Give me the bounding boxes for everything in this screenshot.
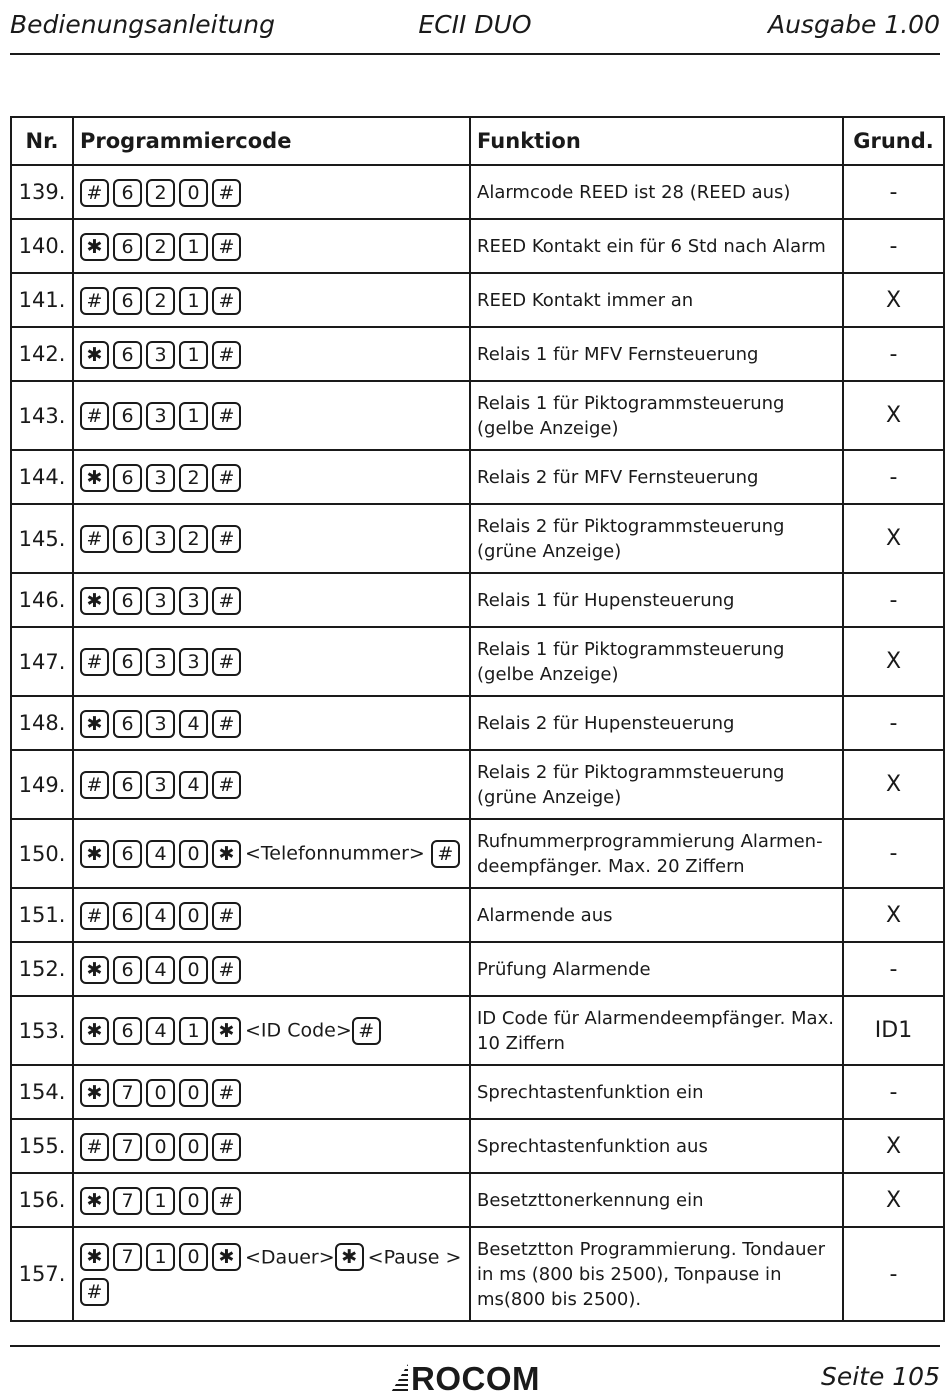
key-icon: 4	[179, 710, 208, 738]
row-number: 148.	[11, 696, 73, 750]
key-icon: 0	[179, 1079, 208, 1107]
key-icon: ✱	[212, 1017, 241, 1045]
key-icon: 0	[179, 902, 208, 930]
default-value: -	[843, 327, 944, 381]
key-icon: 6	[113, 464, 142, 492]
function-description: ID Code für Alarmendeempfänger. Max. 10 Ziffern	[470, 996, 843, 1065]
header-right: Ausgabe 1.00	[767, 10, 940, 39]
key-icon: 4	[146, 1017, 175, 1045]
key-icon: #	[212, 1079, 241, 1107]
key-icon: 0	[179, 840, 208, 868]
default-value: X	[843, 1173, 944, 1227]
programming-code	[73, 504, 470, 573]
function-description: Relais 1 für Hupensteuerung	[470, 573, 843, 627]
function-description: Besetzttonerkennung ein	[470, 1173, 843, 1227]
function-description: Relais 1 für Piktogrammsteuerung (gelbe Anzeige)	[470, 381, 843, 450]
key-icon: 3	[146, 587, 175, 615]
programming-code	[73, 1173, 470, 1227]
default-value: X	[843, 1119, 944, 1173]
key-icon: 3	[146, 771, 175, 799]
programming-code	[73, 1119, 470, 1173]
default-value: -	[843, 1227, 944, 1321]
default-value: X	[843, 750, 944, 819]
table-row	[11, 1119, 944, 1173]
function-description: REED Kontakt immer an	[470, 273, 843, 327]
table-row	[11, 1065, 944, 1119]
column-header-function: Funktion	[470, 117, 843, 165]
key-icon: 0	[179, 1243, 208, 1271]
key-icon: ✱	[80, 710, 109, 738]
key-icon: 3	[146, 710, 175, 738]
function-description: Besetztton Programmierung. Tondauer in ms (800 bis 2500), Tonpause in ms(800 bis 2500).	[470, 1227, 843, 1321]
header-divider	[10, 53, 940, 55]
row-number: 142.	[11, 327, 73, 381]
function-description: Relais 2 für MFV Fernsteuerung	[470, 450, 843, 504]
key-icon: ✱	[80, 233, 109, 261]
key-icon: 1	[179, 1017, 208, 1045]
function-description: Relais 1 für MFV Fernsteuerung	[470, 327, 843, 381]
key-icon: #	[212, 402, 241, 430]
default-value: -	[843, 165, 944, 219]
key-icon: #	[212, 179, 241, 207]
code-placeholder-text: <Pause >	[367, 1246, 462, 1269]
key-icon: #	[212, 587, 241, 615]
key-icon: #	[212, 648, 241, 676]
row-number: 139.	[11, 165, 73, 219]
key-icon: #	[80, 525, 109, 553]
key-icon: 6	[113, 956, 142, 984]
default-value: -	[843, 573, 944, 627]
function-description: Relais 1 für Piktogrammsteuerung (gelbe Anzeige)	[470, 627, 843, 696]
programming-code	[73, 327, 470, 381]
code-placeholder-text: <Dauer>	[245, 1246, 335, 1269]
key-icon: #	[212, 771, 241, 799]
function-description: Sprechtastenfunktion ein	[470, 1065, 843, 1119]
function-description: Prüfung Alarmende	[470, 942, 843, 996]
key-icon: #	[80, 648, 109, 676]
key-icon: 2	[146, 179, 175, 207]
key-icon: ✱	[212, 1243, 241, 1271]
function-description: Alarmcode REED ist 28 (REED aus)	[470, 165, 843, 219]
key-icon: 2	[146, 233, 175, 261]
programming-code	[73, 996, 470, 1065]
function-description: Sprechtastenfunktion aus	[470, 1119, 843, 1173]
key-icon: 6	[113, 179, 142, 207]
key-icon: 3	[146, 648, 175, 676]
row-number: 153.	[11, 996, 73, 1065]
page-number: Seite 105	[820, 1362, 940, 1391]
key-icon: #	[212, 341, 241, 369]
key-icon: ✱	[80, 840, 109, 868]
key-icon: 3	[146, 341, 175, 369]
key-icon: #	[212, 902, 241, 930]
key-icon: 3	[146, 525, 175, 553]
programming-code	[73, 450, 470, 504]
key-icon: 3	[179, 648, 208, 676]
logo-mark-icon	[390, 1364, 408, 1394]
key-icon: 2	[179, 464, 208, 492]
key-icon: ✱	[335, 1243, 364, 1271]
default-value: X	[843, 381, 944, 450]
table-row	[11, 165, 944, 219]
table-header-row	[11, 117, 944, 165]
table-row	[11, 1227, 944, 1321]
row-number: 156.	[11, 1173, 73, 1227]
key-icon: #	[212, 233, 241, 261]
programming-code	[73, 165, 470, 219]
key-icon: #	[212, 1133, 241, 1161]
key-icon: #	[431, 840, 460, 868]
key-icon: 6	[113, 840, 142, 868]
key-icon: #	[80, 771, 109, 799]
rocom-logo	[390, 1360, 540, 1398]
table-row	[11, 273, 944, 327]
default-value: -	[843, 1065, 944, 1119]
function-description: REED Kontakt ein für 6 Std nach Alarm	[470, 219, 843, 273]
table-row	[11, 1173, 944, 1227]
key-icon: #	[212, 525, 241, 553]
key-icon: 4	[146, 956, 175, 984]
key-icon: #	[212, 464, 241, 492]
key-icon: #	[212, 287, 241, 315]
key-icon: 3	[179, 587, 208, 615]
default-value: -	[843, 942, 944, 996]
function-description: Relais 2 für Piktogrammsteuerung (grüne Anzeige)	[470, 750, 843, 819]
header-center: ECII DUO	[418, 10, 532, 39]
programming-code	[73, 1227, 470, 1321]
programming-table	[10, 116, 945, 1322]
programming-code	[73, 381, 470, 450]
default-value: X	[843, 888, 944, 942]
key-icon: #	[80, 402, 109, 430]
key-icon: 0	[146, 1079, 175, 1107]
default-value: -	[843, 219, 944, 273]
key-icon: 6	[113, 771, 142, 799]
row-number: 155.	[11, 1119, 73, 1173]
row-number: 149.	[11, 750, 73, 819]
key-icon: 6	[113, 341, 142, 369]
table-row	[11, 450, 944, 504]
row-number: 140.	[11, 219, 73, 273]
key-icon: 6	[113, 233, 142, 261]
key-icon: #	[212, 710, 241, 738]
key-icon: 1	[146, 1243, 175, 1271]
table-body	[11, 165, 944, 1321]
row-number: 145.	[11, 504, 73, 573]
key-icon: #	[212, 956, 241, 984]
key-icon: #	[80, 179, 109, 207]
programming-code	[73, 696, 470, 750]
key-icon: ✱	[80, 956, 109, 984]
row-number: 157.	[11, 1227, 73, 1321]
key-icon: ✱	[80, 1187, 109, 1215]
key-icon: #	[212, 1187, 241, 1215]
key-icon: #	[80, 902, 109, 930]
row-number: 151.	[11, 888, 73, 942]
table-row	[11, 819, 944, 888]
programming-code	[73, 750, 470, 819]
column-header-default: Grund.	[843, 117, 944, 165]
key-icon: 6	[113, 648, 142, 676]
default-value: X	[843, 273, 944, 327]
key-icon: ✱	[80, 341, 109, 369]
code-placeholder-text: <Telefonnummer>	[245, 842, 431, 865]
default-value: -	[843, 696, 944, 750]
row-number: 143.	[11, 381, 73, 450]
column-header-code: Programmiercode	[73, 117, 470, 165]
function-description: Alarmende aus	[470, 888, 843, 942]
key-icon: 0	[179, 1187, 208, 1215]
key-icon: 2	[146, 287, 175, 315]
table-row	[11, 381, 944, 450]
key-icon: 7	[113, 1133, 142, 1161]
key-icon: 4	[179, 771, 208, 799]
key-icon: #	[80, 287, 109, 315]
programming-code	[73, 888, 470, 942]
row-number: 154.	[11, 1065, 73, 1119]
key-icon: 1	[179, 233, 208, 261]
key-icon: 0	[179, 179, 208, 207]
programming-code	[73, 573, 470, 627]
row-number: 144.	[11, 450, 73, 504]
key-icon: 3	[146, 464, 175, 492]
key-icon: 6	[113, 525, 142, 553]
key-icon: 6	[113, 287, 142, 315]
default-value: -	[843, 819, 944, 888]
table-row	[11, 942, 944, 996]
code-placeholder-text: <ID Code>	[245, 1019, 352, 1042]
table-row	[11, 504, 944, 573]
key-icon: 7	[113, 1187, 142, 1215]
key-icon: ✱	[80, 464, 109, 492]
row-number: 146.	[11, 573, 73, 627]
footer-divider	[10, 1345, 940, 1347]
key-icon: ✱	[80, 1079, 109, 1107]
table-row	[11, 627, 944, 696]
key-icon: #	[352, 1017, 381, 1045]
key-icon: ✱	[80, 587, 109, 615]
row-number: 141.	[11, 273, 73, 327]
key-icon: 6	[113, 902, 142, 930]
key-icon: 1	[179, 287, 208, 315]
key-icon: #	[80, 1278, 109, 1306]
key-icon: 6	[113, 587, 142, 615]
default-value: ID1	[843, 996, 944, 1065]
key-icon: 0	[179, 1133, 208, 1161]
programming-code	[73, 819, 470, 888]
page-header	[10, 10, 940, 40]
key-icon: 7	[113, 1079, 142, 1107]
key-icon: 6	[113, 1017, 142, 1045]
programming-code	[73, 627, 470, 696]
default-value: X	[843, 627, 944, 696]
column-header-nr: Nr.	[11, 117, 73, 165]
table-row	[11, 573, 944, 627]
key-icon: ✱	[80, 1243, 109, 1271]
key-icon: 7	[113, 1243, 142, 1271]
table-row	[11, 750, 944, 819]
table-row	[11, 996, 944, 1065]
key-icon: 0	[146, 1133, 175, 1161]
row-number: 150.	[11, 819, 73, 888]
programming-code	[73, 219, 470, 273]
table-row	[11, 327, 944, 381]
key-icon: 3	[146, 402, 175, 430]
key-icon: 1	[146, 1187, 175, 1215]
function-description: Rufnummerprogrammierung Alarmendeempfänger. Max. 20 Ziffern	[470, 819, 843, 888]
header-left: Bedienungsanleitung	[10, 10, 275, 39]
key-icon: ✱	[80, 1017, 109, 1045]
table-row	[11, 219, 944, 273]
table-row	[11, 888, 944, 942]
key-icon: ✱	[212, 840, 241, 868]
key-icon: 0	[179, 956, 208, 984]
programming-code	[73, 273, 470, 327]
programming-code	[73, 942, 470, 996]
programming-code	[73, 1065, 470, 1119]
function-description: Relais 2 für Piktogrammsteuerung (grüne Anzeige)	[470, 504, 843, 573]
key-icon: 4	[146, 840, 175, 868]
row-number: 147.	[11, 627, 73, 696]
key-icon: 1	[179, 341, 208, 369]
row-number: 152.	[11, 942, 73, 996]
key-icon: 4	[146, 902, 175, 930]
key-icon: 6	[113, 402, 142, 430]
key-icon: 2	[179, 525, 208, 553]
key-icon: 1	[179, 402, 208, 430]
logo-text: ROCOM	[411, 1360, 540, 1397]
table-row	[11, 696, 944, 750]
key-icon: 6	[113, 710, 142, 738]
key-icon: #	[80, 1133, 109, 1161]
default-value: X	[843, 504, 944, 573]
default-value: -	[843, 450, 944, 504]
function-description: Relais 2 für Hupensteuerung	[470, 696, 843, 750]
